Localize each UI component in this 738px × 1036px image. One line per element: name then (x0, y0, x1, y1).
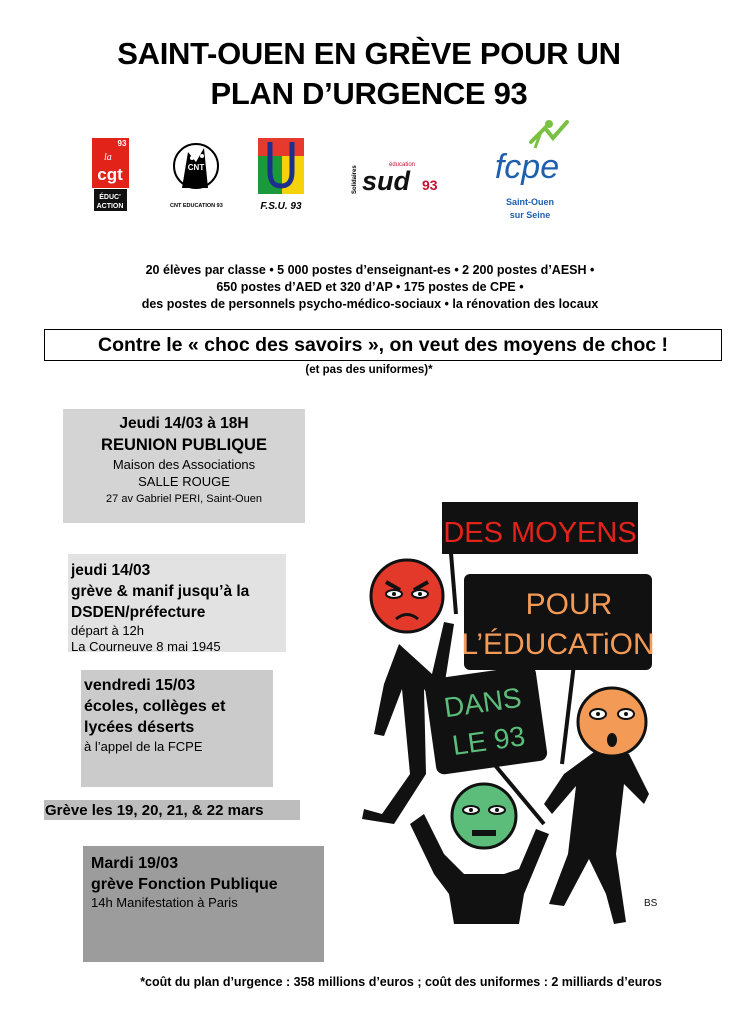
sud-logo-side: Solidaires (352, 165, 358, 194)
cgt-logo-text: cgt (97, 165, 123, 184)
sign-text-2a: POUR (525, 588, 613, 621)
page-title (0, 34, 738, 114)
title-line-1: SAINT-OUEN EN GRÈVE POUR UN (117, 36, 621, 71)
sign-text-3a: DANS (442, 681, 524, 724)
demands-line-1: 20 élèves par classe • 5 000 postes d’enseignant-es • 2 200 postes d’AESH • (145, 263, 595, 277)
event-detail-2: La Courneuve 8 mai 1945 (71, 639, 221, 654)
sud-logo-small: éducation (388, 162, 416, 168)
slogan-subtitle: (et pas des uniformes)* (305, 364, 433, 376)
event-date: Mardi 19/03 (91, 855, 179, 872)
sud-logo-number: 93 (422, 177, 438, 193)
event-detail: à l’appel de la FCPE (84, 739, 203, 754)
demands-line-2: 650 postes d’AED et 320 d’AP • 175 postes de CPE • (216, 280, 524, 294)
event-line-2: lycées déserts (84, 719, 195, 736)
protest-illustration (344, 474, 676, 948)
title-line-2: PLAN D’URGENCE 93 (210, 76, 528, 111)
event-room: SALLE ROUGE (138, 474, 230, 489)
event-public-meeting (63, 409, 305, 523)
sign-text-1: DES MOYENS (443, 517, 637, 549)
cgt-logo (92, 138, 129, 213)
event-date: Jeudi 14/03 à 18H (119, 415, 249, 432)
cnt-logo-caption: CNT EDUCATION 93 (170, 203, 223, 209)
event-address: 27 av Gabriel PERI, Saint-Ouen (106, 493, 262, 505)
event-title: REUNION PUBLIQUE (101, 436, 267, 454)
fcpe-logo-line2: sur Seine (509, 210, 551, 220)
event-line-1: grève Fonction Publique (91, 876, 278, 893)
event-schools-empty (81, 670, 273, 787)
sign-text-2b: L’ÉDUCATiON (461, 628, 655, 661)
footnote: *coût du plan d’urgence : 358 millions d’euros ; coût des uniformes : 2 milliards d’euros (140, 975, 662, 989)
event-date: vendredi 15/03 (84, 677, 196, 694)
event-date: jeudi 14/03 (71, 562, 151, 579)
event-public-service-strike (83, 846, 324, 962)
sud-logo-text: sud (362, 166, 411, 196)
slogan-banner: Contre le « choc des savoirs », on veut des moyens de choc ! (44, 329, 722, 361)
cgt-logo-sub2: ACTION (96, 203, 124, 210)
fsu-logo-caption: F.S.U. 93 (260, 201, 302, 212)
strike-dates-banner: Grève les 19, 20, 21, & 22 mars (44, 800, 300, 820)
cgt-logo-sub1: ÉDUC' (99, 194, 121, 201)
cgt-logo-number: 93 (117, 139, 127, 148)
sign-text-3b: LE 93 (450, 720, 528, 762)
sud-education-logo (350, 158, 442, 198)
demands-line-3: des postes de personnels psycho-médico-sociaux • la rénovation des locaux (141, 297, 599, 311)
fcpe-logo-line1: Saint-Ouen (505, 197, 555, 207)
event-line-1: écoles, collèges et (84, 698, 226, 715)
event-line-2: DSDEN/préfecture (71, 604, 206, 621)
event-strike-march (68, 554, 286, 652)
event-place: Maison des Associations (112, 457, 256, 472)
artist-signature: BS (644, 898, 658, 909)
demands-list (60, 262, 680, 313)
fcpe-logo-text: fcpe (494, 148, 560, 186)
event-detail: 14h Manifestation à Paris (91, 895, 238, 910)
fsu-logo (252, 138, 310, 210)
svg-text:CNT: CNT (187, 163, 205, 172)
event-detail-1: départ à 12h (71, 623, 145, 638)
event-line-1: grève & manif jusqu’à la (71, 583, 250, 600)
fcpe-logo (485, 118, 575, 228)
cnt-logo (170, 138, 222, 210)
cgt-logo-la: la (104, 152, 112, 163)
